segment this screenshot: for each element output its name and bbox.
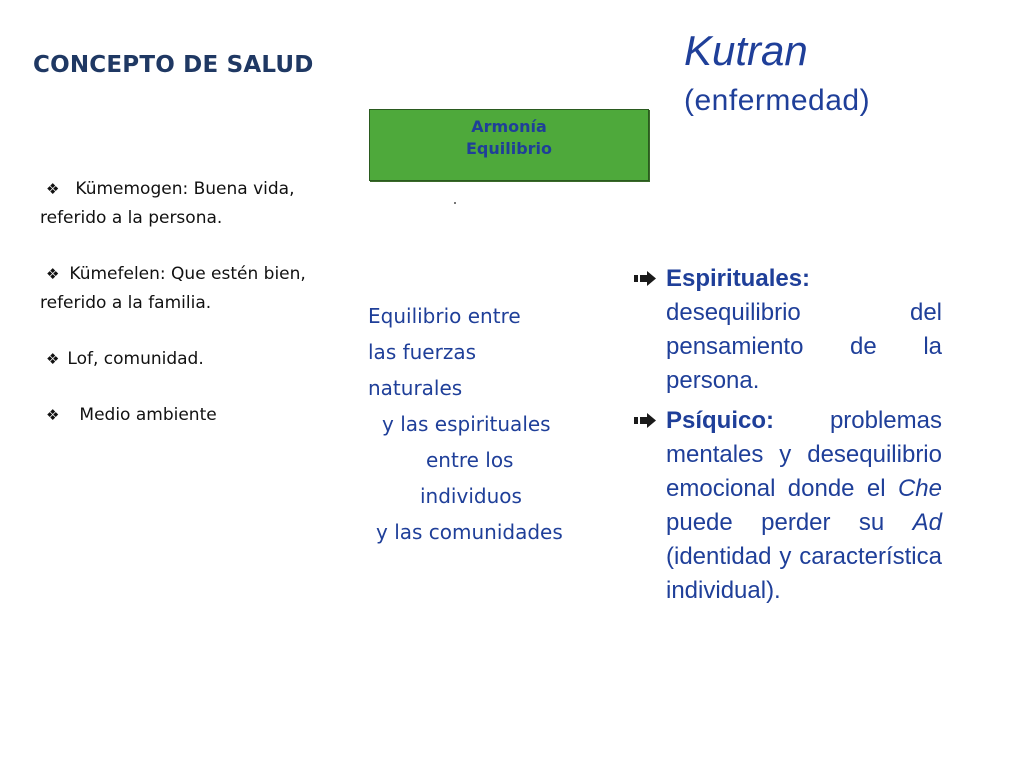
cause-text: (identidad y característica individual). bbox=[666, 543, 942, 604]
cause-heading: Espirituales: bbox=[666, 265, 811, 292]
bullet-list bbox=[40, 175, 380, 457]
harmony-box bbox=[369, 109, 649, 181]
cause-item-psiquico bbox=[632, 404, 942, 608]
diamond-bullet-icon: ❖ bbox=[46, 350, 60, 368]
kutran-subtitle: (enfermedad) bbox=[684, 84, 871, 117]
bullet-text-continued: referido a la persona. bbox=[40, 208, 223, 228]
cause-heading: Psíquico: bbox=[666, 407, 775, 434]
diamond-bullet-icon: ❖ bbox=[46, 265, 60, 283]
arrow-bullet-icon bbox=[634, 271, 656, 286]
equilibrio-line: entre los bbox=[426, 448, 514, 472]
slide-title: CONCEPTO DE SALUD bbox=[33, 52, 314, 78]
cause-text: puede perder su bbox=[666, 509, 885, 536]
equilibrio-line: y las comunidades bbox=[376, 520, 563, 544]
cause-text: desequilibrio del pensamiento de la persona. bbox=[666, 299, 942, 394]
equilibrio-line: las fuerzas bbox=[368, 340, 477, 364]
bullet-text: Kümefelen: Que estén bien, bbox=[69, 264, 306, 284]
bullet-item-kumemogen bbox=[40, 175, 380, 233]
stray-dot bbox=[454, 202, 456, 204]
cause-item-espirituales bbox=[632, 262, 942, 398]
harmony-line-2: Equilibrio bbox=[465, 139, 553, 158]
equilibrio-line: naturales bbox=[368, 376, 463, 400]
arrow-bullet-icon bbox=[634, 413, 656, 428]
equilibrio-line: y las espirituales bbox=[382, 412, 551, 436]
cause-term-che: Che bbox=[897, 475, 942, 502]
cause-term-ad: Ad bbox=[912, 509, 943, 536]
bullet-text-continued: referido a la familia. bbox=[40, 293, 212, 313]
diamond-bullet-icon: ❖ bbox=[46, 180, 60, 198]
bullet-text: Lof, comunidad. bbox=[67, 349, 204, 369]
bullet-item-medio-ambiente bbox=[40, 401, 380, 430]
bullet-text: Medio ambiente bbox=[79, 405, 217, 425]
diamond-bullet-icon: ❖ bbox=[46, 406, 60, 424]
bullet-item-lof bbox=[40, 345, 380, 374]
equilibrio-line: Equilibrio entre bbox=[368, 304, 521, 328]
harmony-line-1: Armonía bbox=[471, 117, 547, 136]
bullet-text: Kümemogen: Buena vida, bbox=[75, 179, 295, 199]
equilibrio-line: individuos bbox=[420, 484, 522, 508]
bullet-item-kumefelen bbox=[40, 260, 380, 318]
equilibrio-text bbox=[358, 298, 598, 550]
kutran-causes-list bbox=[632, 262, 942, 614]
cause-text: problemas mentales y desequilibrio emocional donde el bbox=[666, 407, 942, 502]
kutran-title: Kutran bbox=[684, 27, 808, 74]
